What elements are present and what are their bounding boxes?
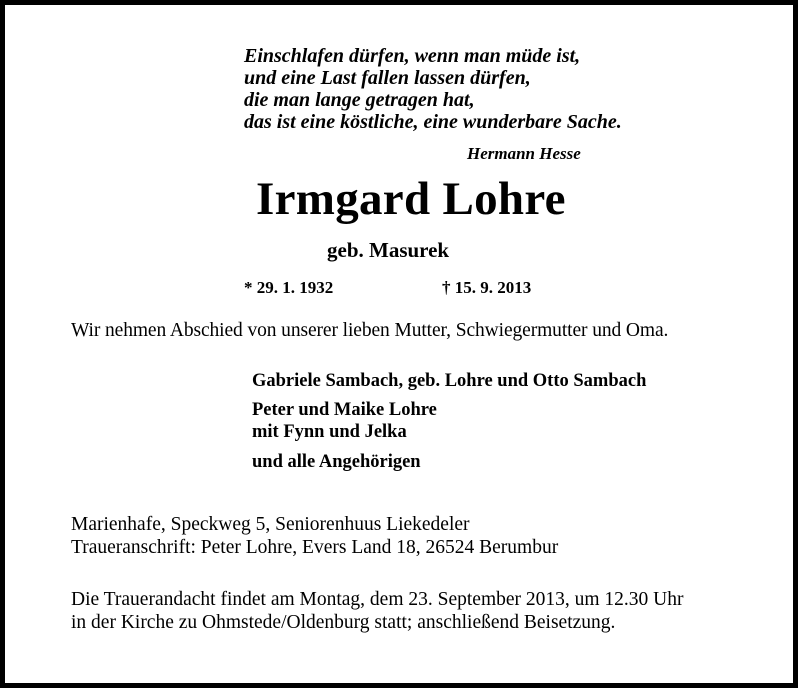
mourner-entry: Gabriele Sambach, geb. Lohre und Otto Sambach [252, 371, 647, 391]
mourners-list [252, 372, 646, 471]
service-line: in der Kirche zu Ohmstede/Oldenburg statt; anschließend Beisetzung. [71, 612, 616, 633]
quote-line: das ist eine köstliche, eine wunderbare Sache. [244, 111, 622, 133]
service-line: Die Trauerandacht findet am Montag, dem 23. September 2013, um 12.30 Uhr [71, 589, 684, 610]
quote-line: und eine Last fallen lassen dürfen, [244, 67, 531, 89]
quote-line: die man lange getragen hat, [244, 89, 475, 111]
address-block [71, 513, 558, 559]
residence-address: Marienhafe, Speckweg 5, Seniorenhuus Liekedeler [71, 514, 470, 535]
birth-date: * 29. 1. 1932 [244, 278, 334, 297]
maiden-name: geb. Masurek [327, 238, 450, 262]
quote-line: Einschlafen dürfen, wenn man müde ist, [244, 45, 581, 67]
mourner-entry: Peter und Maike Lohre [252, 399, 437, 420]
death-date: † 15. 9. 2013 [442, 278, 532, 297]
mourner-entry: und alle Angehörigen [252, 451, 421, 472]
mourner-entry: mit Fynn und Jelka [252, 422, 407, 442]
condolence-address: Traueranschrift: Peter Lohre, Evers Land 18, 26524 Berumbur [71, 537, 559, 558]
quote-author: Hermann Hesse [467, 144, 581, 163]
service-info [71, 588, 684, 634]
farewell-text: Wir nehmen Abschied von unserer lieben Mutter, Schwiegermutter und Oma. [71, 320, 669, 341]
hesse-quote [244, 45, 622, 133]
deceased-name: Irmgard Lohre [256, 173, 566, 225]
